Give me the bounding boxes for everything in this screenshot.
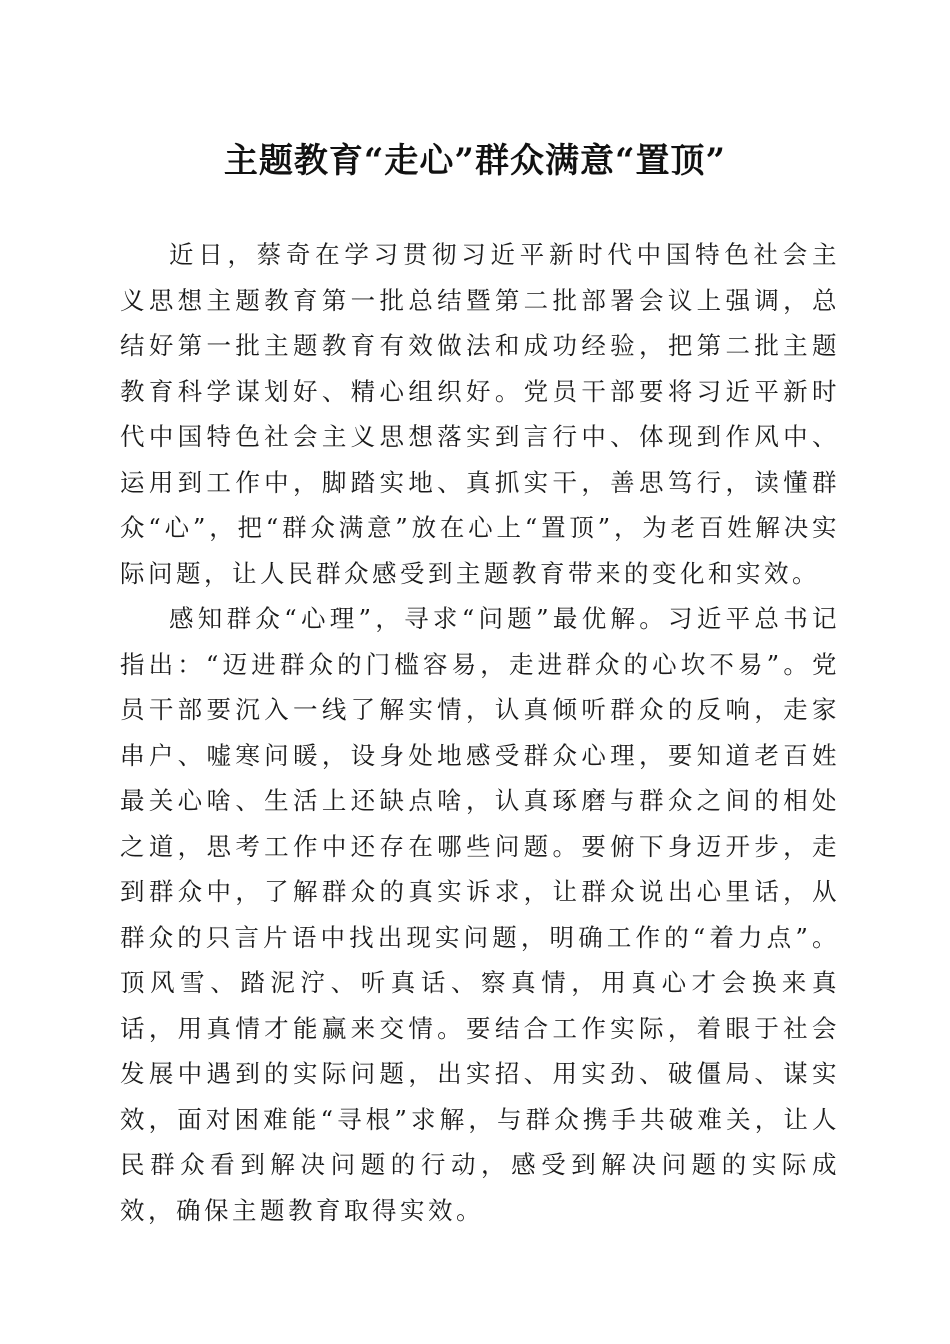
document-title: 主题教育“走心”群众满意“置顶” bbox=[223, 141, 727, 181]
paragraph-intro: 近日，蔡奇在学习贯彻习近平新时代中国特色社会主义思想主题教育第一批总结暨第二批部署会议上强调，总结好第一批主题教育有效做法和成功经验，把第二批主题教育科学谋划好、精心组织好。党员干部要将习近平新时代中国特色社会主义思想落实到言行中、体现到作风中、运用到工作中，脚踏实地、真抓实干，善思笃行，读懂群众“心”，把“群众满意”放在心上“置顶”，为老百姓解决实际问题，让人民群众感受到主题教育带来的变化和实效。 bbox=[120, 240, 840, 588]
paragraph-understand-public: 感知群众“心理”，寻求“问题”最优解。习近平总书记指出：“迈进群众的门槛容易，走进群众的心坎不易”。党员干部要沉入一线了解实情，认真倾听群众的反响，走家串户、嘘寒问暖，设身处地感受群众心理，要知道老百姓最关心啥、生活上还缺点啥，认真琢磨与群众之间的相处之道，思考工作中还存在哪些问题。要俯下身迈开步，走到群众中，了解群众的真实诉求，让群众说出心里话，从群众的只言片语中找出现实问题，明确工作的“着力点”。顶风雪、踏泥泞、听真话、察真情，用真心才会换来真话，用真情才能赢来交情。要结合工作实际，着眼于社会发展中遇到的实际问题，出实招、用实劲、破僵局、谋实效，面对困难能“寻根”求解，与群众携手共破难关，让人民群众看到解决问题的行动，感受到解决问题的实际成效，确保主题教育取得实效。 bbox=[120, 604, 840, 1225]
document-body bbox=[120, 232, 840, 1233]
